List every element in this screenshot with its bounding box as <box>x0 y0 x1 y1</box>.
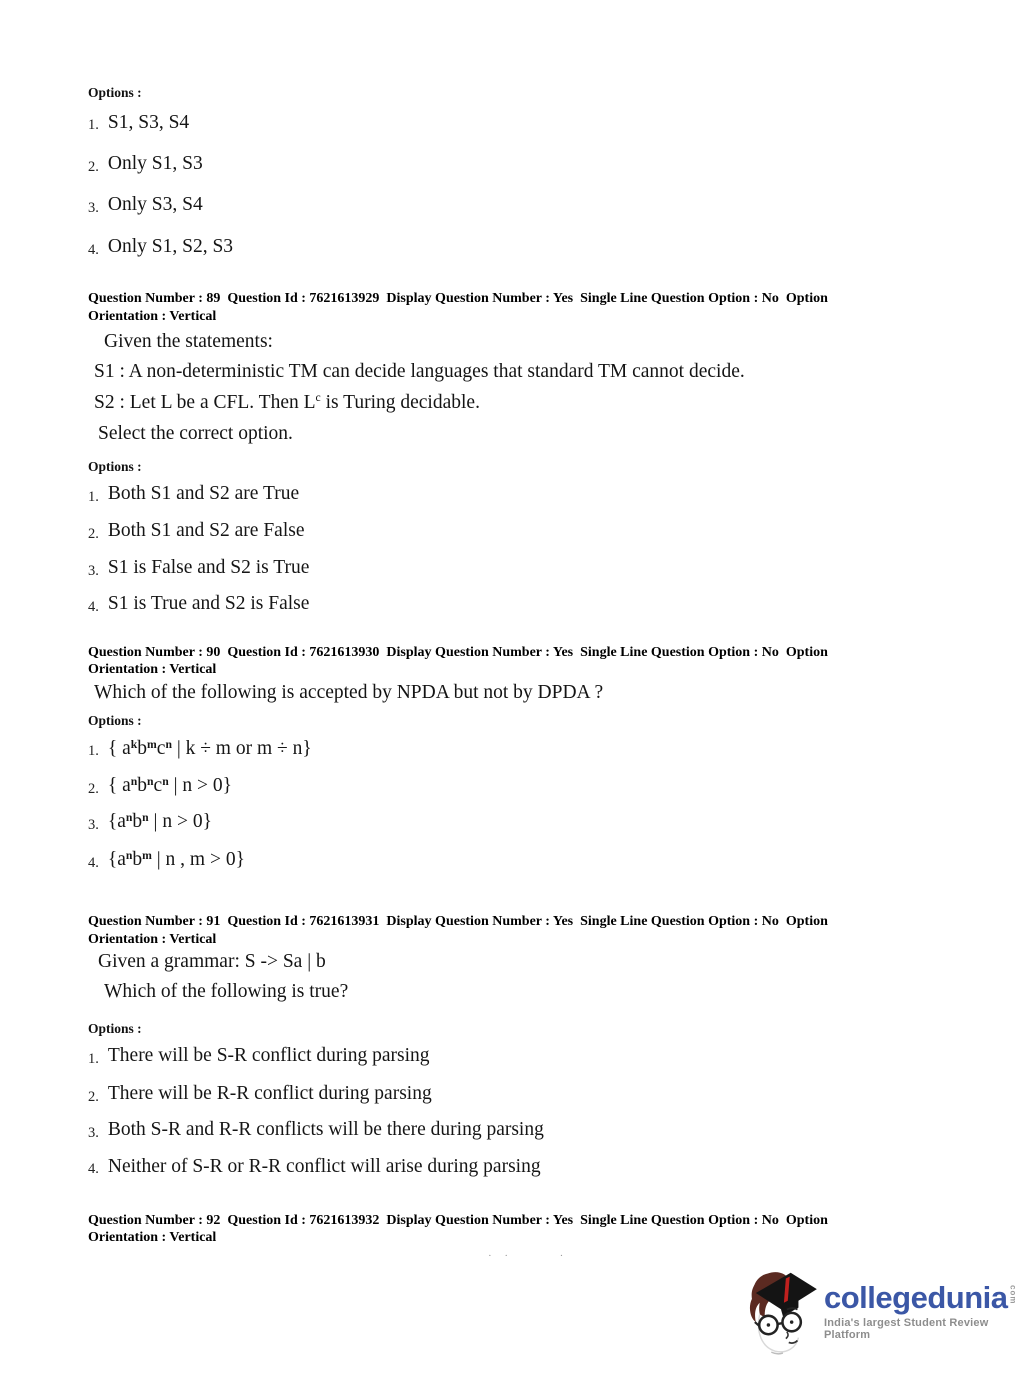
options-label: Options : <box>88 85 142 100</box>
option-row <box>88 1044 940 1067</box>
option-number: 1. <box>88 117 99 134</box>
collegedunia-mascot-icon <box>742 1264 820 1356</box>
option-row <box>88 519 940 542</box>
question-92-section <box>88 1212 940 1247</box>
option-row <box>88 592 940 615</box>
option-row <box>88 810 940 833</box>
logo-text-column <box>824 1264 1016 1341</box>
option-number: 1. <box>88 743 99 760</box>
option-text: S1 is False and S2 is True <box>107 556 310 578</box>
statement-s1: S1 : A non-deterministic TM can decide languages that standard TM cannot decide. <box>94 361 745 383</box>
option-row <box>88 556 940 579</box>
option-text: There will be R-R conflict during parsing <box>107 1082 432 1104</box>
question-text: Which of the following is true? <box>104 981 349 1003</box>
collegedunia-logo <box>742 1264 1016 1356</box>
option-text: S1, S3, S4 <box>107 111 190 133</box>
option-row <box>88 111 940 134</box>
option-text: There will be S-R conflict during parsing <box>107 1045 430 1067</box>
options-label: Options : <box>88 1020 142 1036</box>
options-label: Options : <box>88 713 142 729</box>
question-91-section <box>88 913 940 1178</box>
option-number: 3. <box>88 200 99 217</box>
option-text: Only S1, S3 <box>107 152 203 174</box>
option-text: Neither of S-R or R-R conflict will arise during parsing <box>107 1155 541 1177</box>
option-row <box>88 482 940 505</box>
option-number: 1. <box>88 488 99 505</box>
option-row <box>88 848 940 871</box>
option-number: 1. <box>88 1051 99 1068</box>
grammar-line: Given a grammar: S -> Sa | b <box>98 951 326 973</box>
scan-artifact-dots: · · · <box>488 1250 569 1262</box>
option-number: 4. <box>88 854 99 871</box>
statement-s2: S2 : Let L be a CFL. Then $L^c$ is Turing decidable. <box>94 390 480 413</box>
option-row <box>88 193 940 216</box>
option-row <box>88 1118 940 1141</box>
logo-tld: com <box>1008 1285 1017 1305</box>
option-row <box>88 774 940 797</box>
option-text: {$a^nb^m$ | n , m > 0} <box>107 848 245 870</box>
option-text: Both S1 and S2 are False <box>107 520 305 542</box>
question-89-section <box>88 290 940 616</box>
logo-tagline: India's largest Student Review Platform <box>824 1317 989 1341</box>
option-text: S1 is True and S2 is False <box>107 593 310 615</box>
option-text: Only S1, S2, S3 <box>107 235 234 257</box>
options-label: Options : <box>88 458 142 474</box>
option-number: 2. <box>88 526 99 543</box>
option-row <box>88 152 940 175</box>
option-number: 3. <box>88 817 99 834</box>
option-number: 4. <box>88 241 99 258</box>
option-text: { $a^nb^nc^n$ | n > 0} <box>107 774 232 796</box>
option-number: 4. <box>88 1161 99 1178</box>
question-intro: Given the statements: <box>104 331 273 353</box>
option-row <box>88 1155 940 1178</box>
option-number: 2. <box>88 1088 99 1105</box>
option-text: { $a^kb^mc^n$ | k ÷ m or m ÷ n} <box>107 737 312 759</box>
option-text: {$a^nb^n$ | n > 0} <box>107 811 212 833</box>
logo-wordmark: collegedunia <box>824 1280 1008 1315</box>
option-row <box>88 1082 940 1105</box>
question-header: Question Number : 89 Question Id : 7621613929 Display Question Number : Yes Single Line Question Option : No Option Orientation : Vertical <box>88 291 832 324</box>
question-90-section <box>88 644 940 871</box>
option-number: 2. <box>88 158 99 175</box>
option-text: Both S-R and R-R conflicts will be there during parsing <box>107 1119 544 1141</box>
question-prompt: Select the correct option. <box>98 423 293 445</box>
option-text: Both S1 and S2 are True <box>107 483 300 505</box>
question-text: Which of the following is accepted by NPDA but not by DPDA ? <box>94 681 604 703</box>
option-row <box>88 235 940 258</box>
option-number: 4. <box>88 599 99 616</box>
question-header: Question Number : 92 Question Id : 7621613932 Display Question Number : Yes Single Line Question Option : No Option Orientation : Vertical <box>88 1212 832 1246</box>
option-number: 3. <box>88 562 99 579</box>
option-number: 2. <box>88 780 99 797</box>
option-number: 3. <box>88 1125 99 1142</box>
option-row <box>88 737 940 760</box>
question-header: Question Number : 91 Question Id : 7621613931 Display Question Number : Yes Single Line Question Option : No Option Orientation : Vertical <box>88 914 832 947</box>
option-text: Only S3, S4 <box>107 194 203 216</box>
q88-options-block <box>88 85 940 258</box>
question-header: Question Number : 90 Question Id : 7621613930 Display Question Number : Yes Single Line Question Option : No Option Orientation : Vertical <box>88 644 832 678</box>
